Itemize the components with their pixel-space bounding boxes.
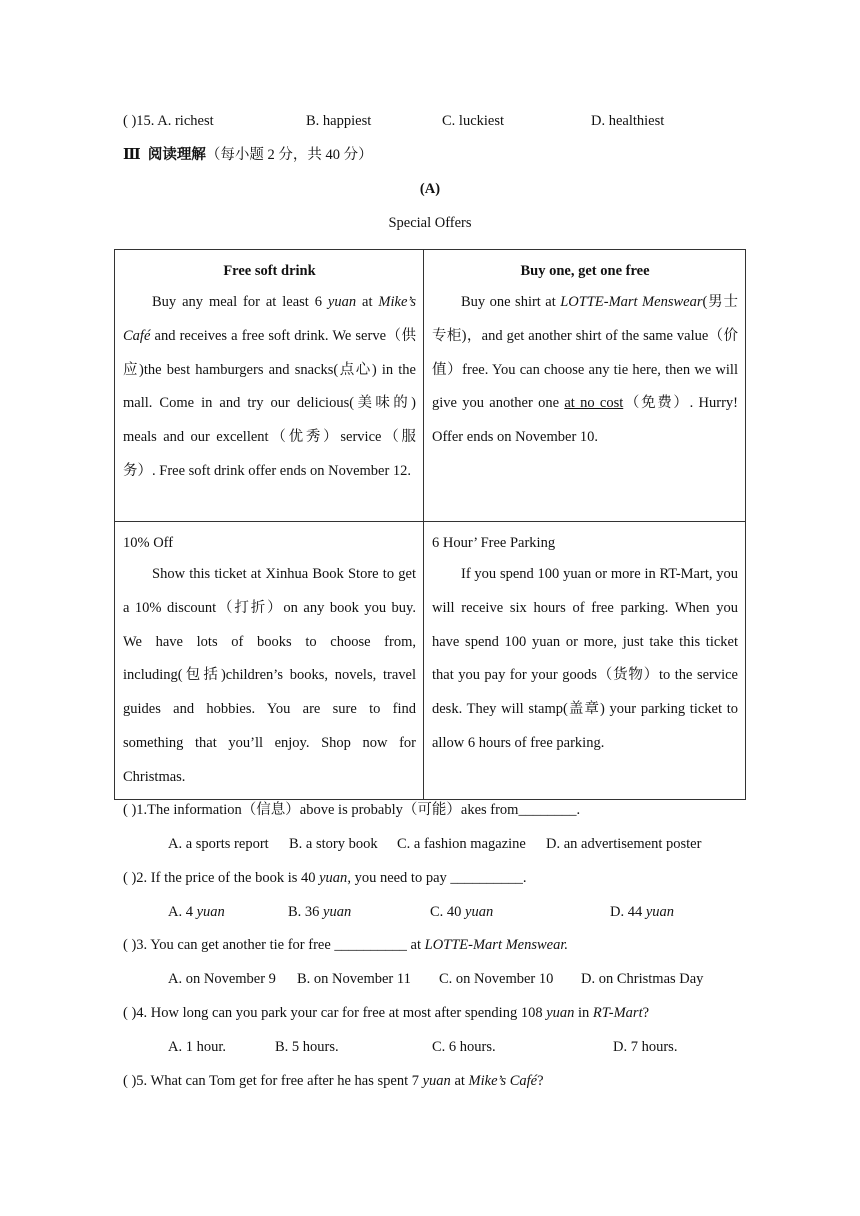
answer-paren: ( ): [123, 802, 137, 818]
question-stem-place: RT-Mart: [592, 1005, 643, 1021]
section-title: 阅读理解: [147, 147, 206, 163]
section-numeral: Ⅲ: [123, 147, 141, 163]
option-text: A. 4: [168, 904, 197, 920]
q4-option-b: B. 5 hours.: [275, 1039, 339, 1055]
question-stem: 5. What can Tom get for free after he has spent 7: [136, 1073, 423, 1089]
offer-text: Buy any meal for at least 6: [152, 294, 328, 310]
question-stem: 3. You can get another tie for free __________ at: [136, 937, 425, 953]
question-stem: ?: [537, 1073, 544, 1089]
q15-stem: 15. A. richest: [136, 113, 214, 129]
q2-option-c: [430, 903, 493, 921]
offer-underlined-text: at no cost: [564, 395, 624, 412]
q3-option-c: C. on November 10: [439, 971, 554, 987]
offer-title: 10% Off: [123, 535, 174, 551]
q15-option-c: C. luckiest: [442, 113, 505, 129]
question-stem-place: Mike’s Café: [468, 1073, 538, 1089]
option-unit: yuan: [465, 904, 494, 920]
option-unit: yuan: [323, 904, 352, 920]
answer-paren: ( ): [123, 113, 137, 129]
offer-text: Buy one shirt at: [461, 294, 561, 310]
option-text: B. 36: [288, 904, 324, 920]
question-stem: 1.The information（信息）above is probably（可能）akes from________.: [136, 802, 581, 818]
offer-cell-bogo: [424, 250, 746, 522]
offer-cell-free-drink: [115, 250, 424, 522]
q4-option-c: C. 6 hours.: [432, 1039, 496, 1055]
question-2: [123, 869, 527, 887]
q3-option-a: A. on November 9: [168, 971, 276, 987]
offer-text: (男士专柜)，and get another shirt of the same value（价值）free. You can choose any tie here, then we will give you another one: [432, 294, 738, 412]
q1-option-d: D. an advertisement poster: [546, 836, 702, 852]
section-heading: [123, 146, 373, 164]
question-stem-place: LOTTE-Mart Menswear.: [424, 937, 569, 953]
option-text: C. 40: [430, 904, 466, 920]
question-5: [123, 1072, 544, 1090]
offer-title: Buy one, get one free: [520, 263, 650, 279]
offer-text: at: [356, 294, 379, 310]
question-stem: , you need to pay __________.: [347, 870, 527, 886]
answer-paren: ( ): [123, 937, 137, 953]
offer-cell-discount: [115, 522, 424, 800]
q4-option-a: A. 1 hour.: [168, 1039, 226, 1055]
passage-label: (A): [419, 181, 441, 197]
question-stem: 2. If the price of the book is 40: [136, 870, 320, 886]
q1-option-b: B. a story book: [289, 836, 378, 852]
q3-option-b: B. on November 11: [297, 971, 411, 987]
question-stem-italic: yuan: [319, 870, 348, 886]
offer-body: [432, 286, 738, 455]
q15-row: [123, 112, 214, 130]
question-4: [123, 1004, 649, 1022]
offer-title: 6 Hour’ Free Parking: [432, 535, 556, 551]
offer-title: Free soft drink: [223, 263, 316, 279]
offer-place: LOTTE-Mart Menswear: [560, 294, 703, 310]
question-stem: in: [574, 1005, 593, 1021]
answer-paren: ( ): [123, 870, 137, 886]
q15-option-d: D. healthiest: [591, 113, 665, 129]
question-stem-italic: yuan: [546, 1005, 575, 1021]
answer-paren: ( ): [123, 1005, 137, 1021]
offer-text: （免费）. Hurry! Offer ends on November 10.: [432, 395, 738, 446]
offers-table: [114, 249, 746, 800]
question-stem: ?: [642, 1005, 650, 1021]
option-text: D. 44: [610, 904, 646, 920]
option-unit: yuan: [645, 904, 675, 920]
offer-body: [123, 286, 416, 489]
answer-paren: ( ): [123, 1073, 137, 1089]
q4-option-d: D. 7 hours.: [613, 1039, 678, 1055]
q3-option-d: D. on Christmas Day: [581, 971, 704, 987]
question-stem-italic: yuan: [422, 1073, 451, 1089]
passage-heading: Special Offers: [388, 215, 472, 231]
offers-row: [115, 522, 746, 800]
q1-option-a: A. a sports report: [168, 836, 269, 852]
offer-body: Show this ticket at Xinhua Book Store to get a 10% discount（打折）on any book you buy. We have lots of books to choose from, including(包括)children’s books, novels, travel guides and hobbies. You are sure to find something that you’ll enjoy. Shop now for Christmas.: [123, 566, 416, 785]
q2-option-a: [168, 903, 225, 921]
question-stem: 4. How long can you park your car for free at most after spending 108: [136, 1005, 547, 1021]
q2-option-d: [610, 903, 674, 921]
q1-option-c: C. a fashion magazine: [397, 836, 526, 852]
section-note: （每小题 2 分，共 40 分）: [205, 147, 373, 163]
offer-body: If you spend 100 yuan or more in RT-Mart, you will receive six hours of free parking. When you have spend 100 yuan or more, just take this ticket that you pay for your goods（货物）to the service desk. They will stamp(盖章) your parking ticket to allow 6 hours of free parking.: [432, 566, 738, 751]
offer-place: Mike’s Café: [123, 294, 417, 344]
offer-cell-parking: [424, 522, 746, 800]
option-unit: yuan: [196, 904, 225, 920]
offers-row: [115, 250, 746, 522]
q15-option-b: B. happiest: [306, 113, 372, 129]
question-3: [123, 936, 568, 954]
q2-option-b: [288, 903, 351, 921]
question-stem: at: [450, 1073, 469, 1089]
offer-text-italic: yuan: [327, 294, 357, 310]
question-1: [123, 801, 580, 819]
offer-text: and receives a free soft drink. We serve（供应)the best hamburgers and snacks(点心) in the mall. Come in and try our delicious(美味的) meals and our excellent（优秀）service（服务）. Free soft drink offer ends on November 12.: [123, 327, 416, 479]
